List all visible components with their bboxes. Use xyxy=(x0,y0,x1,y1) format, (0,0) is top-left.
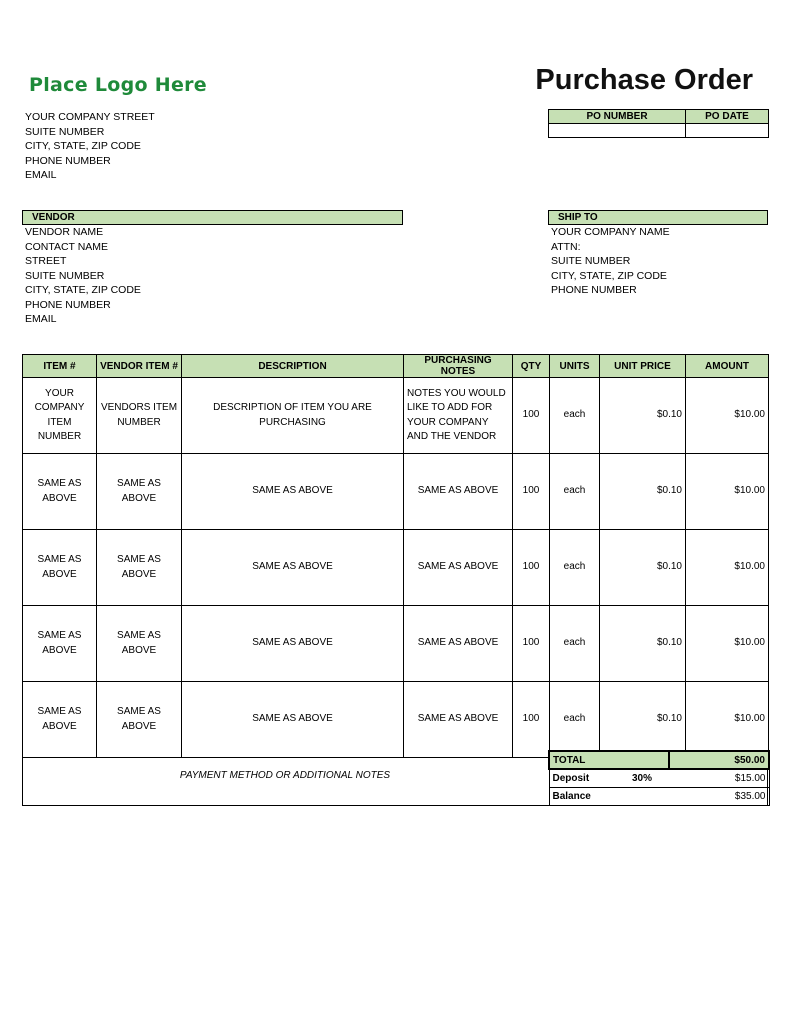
vendor-header: VENDOR xyxy=(22,210,403,225)
ship-to-attn: ATTN: xyxy=(551,240,581,253)
purchasing-notes-cell[interactable]: NOTES YOU WOULD LIKE TO ADD FOR YOUR COMPANY AND THE VENDOR xyxy=(404,378,513,454)
vendor-email: EMAIL xyxy=(25,313,57,325)
col-header-units: UNITS xyxy=(550,355,600,378)
deposit-label: Deposit xyxy=(549,769,629,787)
vendor-item-cell[interactable]: SAME AS ABOVE xyxy=(97,682,182,758)
item-number-cell[interactable]: YOUR COMPANY ITEM NUMBER xyxy=(23,378,97,454)
col-header-unit-price: UNIT PRICE xyxy=(600,355,686,378)
col-header-description: DESCRIPTION xyxy=(182,355,404,378)
vendor-details xyxy=(25,225,141,327)
po-number-label: PO NUMBER xyxy=(549,110,686,124)
vendor-phone: PHONE NUMBER xyxy=(25,298,111,311)
vendor-item-cell[interactable]: VENDORS ITEM NUMBER xyxy=(97,378,182,454)
table-row xyxy=(23,454,769,530)
ship-to-city-state-zip: CITY, STATE, ZIP CODE xyxy=(551,269,667,282)
units-cell[interactable]: each xyxy=(550,682,600,758)
company-suite: SUITE NUMBER xyxy=(25,125,105,138)
company-street: YOUR COMPANY STREET xyxy=(25,111,155,123)
item-number-cell[interactable]: SAME AS ABOVE xyxy=(23,606,97,682)
unit-price-cell[interactable]: $0.10 xyxy=(600,454,686,530)
balance-label: Balance xyxy=(549,787,669,805)
payment-notes[interactable]: PAYMENT METHOD OR ADDITIONAL NOTES xyxy=(179,770,391,781)
ship-to-details xyxy=(551,225,670,298)
ship-to-suite: SUITE NUMBER xyxy=(551,255,631,267)
amount-cell: $10.00 xyxy=(686,378,769,454)
company-phone: PHONE NUMBER xyxy=(25,154,111,167)
items-table xyxy=(22,354,769,758)
vendor-contact: CONTACT NAME xyxy=(25,240,109,253)
unit-price-cell[interactable]: $0.10 xyxy=(600,682,686,758)
description-cell[interactable]: SAME AS ABOVE xyxy=(182,682,404,758)
totals-table xyxy=(548,750,770,806)
total-row xyxy=(549,751,769,769)
amount-cell: $10.00 xyxy=(686,606,769,682)
ship-to-phone: PHONE NUMBER xyxy=(551,284,637,296)
description-cell[interactable]: SAME AS ABOVE xyxy=(182,606,404,682)
amount-cell: $10.00 xyxy=(686,530,769,606)
qty-cell[interactable]: 100 xyxy=(513,530,550,606)
item-number-cell[interactable]: SAME AS ABOVE xyxy=(23,454,97,530)
item-number-cell[interactable]: SAME AS ABOVE xyxy=(23,682,97,758)
units-cell[interactable]: each xyxy=(550,378,600,454)
ship-to-company: YOUR COMPANY NAME xyxy=(551,226,670,238)
vendor-city-state-zip: CITY, STATE, ZIP CODE xyxy=(25,284,141,296)
col-header-amount: AMOUNT xyxy=(686,355,769,378)
purchasing-notes-cell[interactable]: SAME AS ABOVE xyxy=(404,454,513,530)
page-title: Purchase Order xyxy=(535,64,753,96)
company-email: EMAIL xyxy=(25,169,57,181)
unit-price-cell[interactable]: $0.10 xyxy=(600,606,686,682)
po-date-label: PO DATE xyxy=(686,110,769,124)
vendor-item-cell[interactable]: SAME AS ABOVE xyxy=(97,454,182,530)
vendor-street: STREET xyxy=(25,255,67,267)
vendor-suite: SUITE NUMBER xyxy=(25,269,105,282)
amount-cell: $10.00 xyxy=(686,682,769,758)
total-label: TOTAL xyxy=(549,751,669,769)
table-row xyxy=(23,682,769,758)
unit-price-cell[interactable]: $0.10 xyxy=(600,530,686,606)
table-row xyxy=(23,378,769,454)
description-cell[interactable]: SAME AS ABOVE xyxy=(182,530,404,606)
balance-value: $35.00 xyxy=(669,787,769,805)
deposit-value: $15.00 xyxy=(669,769,769,787)
table-row xyxy=(23,606,769,682)
description-cell[interactable]: SAME AS ABOVE xyxy=(182,454,404,530)
units-cell[interactable]: each xyxy=(550,530,600,606)
logo-placeholder: Place Logo Here xyxy=(29,74,207,96)
qty-cell[interactable]: 100 xyxy=(513,682,550,758)
items-header-row xyxy=(23,355,769,378)
col-header-item: ITEM # xyxy=(23,355,97,378)
description-cell[interactable]: DESCRIPTION OF ITEM YOU ARE PURCHASING xyxy=(182,378,404,454)
col-header-purchasing-notes: PURCHASING NOTES xyxy=(404,355,513,378)
qty-cell[interactable]: 100 xyxy=(513,378,550,454)
po-date-field[interactable] xyxy=(686,124,769,138)
qty-cell[interactable]: 100 xyxy=(513,606,550,682)
vendor-name: VENDOR NAME xyxy=(25,226,104,238)
company-city-state-zip: CITY, STATE, ZIP CODE xyxy=(25,140,141,152)
purchasing-notes-cell[interactable]: SAME AS ABOVE xyxy=(404,682,513,758)
ship-to-header: SHIP TO xyxy=(548,210,768,225)
col-header-qty: QTY xyxy=(513,355,550,378)
purchasing-notes-cell[interactable]: SAME AS ABOVE xyxy=(404,530,513,606)
units-cell[interactable]: each xyxy=(550,454,600,530)
total-value: $50.00 xyxy=(669,751,769,769)
vendor-item-cell[interactable]: SAME AS ABOVE xyxy=(97,606,182,682)
qty-cell[interactable]: 100 xyxy=(513,454,550,530)
table-row xyxy=(23,530,769,606)
units-cell[interactable]: each xyxy=(550,606,600,682)
vendor-item-cell[interactable]: SAME AS ABOVE xyxy=(97,530,182,606)
item-number-cell[interactable]: SAME AS ABOVE xyxy=(23,530,97,606)
purchasing-notes-cell[interactable]: SAME AS ABOVE xyxy=(404,606,513,682)
po-info-table xyxy=(548,109,769,138)
deposit-row xyxy=(549,769,769,787)
col-header-vendor-item: VENDOR ITEM # xyxy=(97,355,182,378)
amount-cell: $10.00 xyxy=(686,454,769,530)
po-number-field[interactable] xyxy=(549,124,686,138)
deposit-percent[interactable]: 30% xyxy=(629,769,669,787)
unit-price-cell[interactable]: $0.10 xyxy=(600,378,686,454)
company-address xyxy=(25,110,155,183)
balance-row xyxy=(549,787,769,805)
